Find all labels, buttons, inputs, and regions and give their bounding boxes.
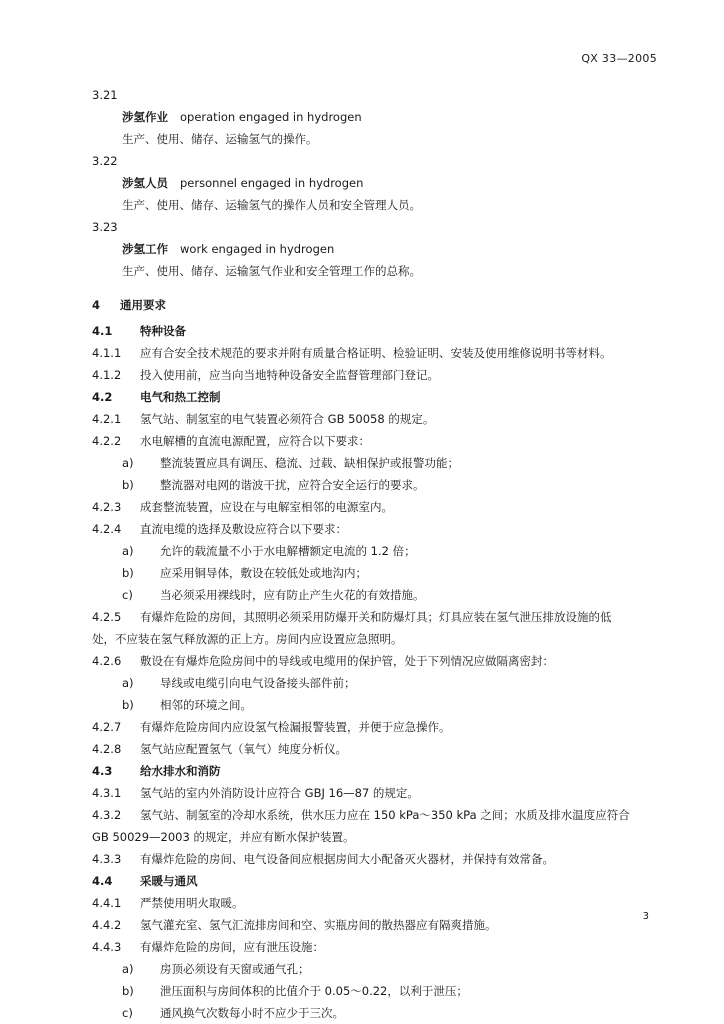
clause: 4.2.1 氢气站、制氢室的电气装置必须符合 GB 50058 的规定。 <box>92 412 435 426</box>
term-zh: 涉氢工作 <box>122 242 168 256</box>
list-item: b) 相邻的环境之间。 <box>122 698 252 712</box>
clause: 4.3.3 有爆炸危险的房间、电气设备间应根据房间大小配备灭火器材，并保持有效常备。 <box>92 852 554 866</box>
term-heading <box>92 172 662 194</box>
term-en: work engaged in hydrogen <box>180 242 335 256</box>
term-zh: 涉氢作业 <box>122 110 168 124</box>
clause: 4.4.2 氢气灌充室、氢气汇流排房间和空、实瓶房间的散热器应有隔爽措施。 <box>92 918 497 932</box>
section-heading: 4 通用要求 <box>92 298 166 312</box>
term-heading <box>92 106 662 128</box>
clause: 4.2.2 水电解槽的直流电源配置，应符合以下要求： <box>92 434 370 448</box>
list-item: a) 房顶必须设有天窗或通气孔； <box>122 962 310 976</box>
term-number: 3.22 <box>92 154 118 168</box>
page-number: 3 <box>642 911 649 922</box>
clause: 4.2.8 氢气站应配置氢气（氧气）纯度分析仪。 <box>92 742 347 756</box>
subsection-heading: 4.3 给水排水和消防 <box>92 764 221 778</box>
list-item: a) 整流装置应具有调压、稳流、过载、缺相保护或报警功能； <box>122 456 459 470</box>
clause: 4.2.3 成套整流装置，应设在与电解室相邻的电源室内。 <box>92 500 393 514</box>
term-en: operation engaged in hydrogen <box>180 110 362 124</box>
clause-continuation: GB 50029—2003 的规定，并应有断水保护装置。 <box>92 830 355 844</box>
standard-code-header: QX 33—2005 <box>581 52 657 65</box>
list-item: a) 允许的载流量不小于水电解槽额定电流的 1.2 倍； <box>122 544 416 558</box>
list-item: b) 应采用铜导体，敷设在较低处或地沟内； <box>122 566 367 580</box>
clause: 4.3.2 氢气站、制氢室的冷却水系统，供水压力应在 150 kPa～350 kPa 之间；水质及排水温度应符合 <box>92 808 630 822</box>
clause: 4.1.1 应有合安全技术规范的要求并附有质量合格证明、检验证明、安装及使用维修说明书等材料。 <box>92 346 612 360</box>
clause: 4.2.7 有爆炸危险房间内应设氢气检漏报警装置，并便于应急操作。 <box>92 720 451 734</box>
clause: 4.2.4 直流电缆的选择及敷设应符合以下要求： <box>92 522 347 536</box>
list-item: b) 泄压面积与房间体积的比值介于 0.05～0.22，以利于泄压； <box>122 984 468 998</box>
clause: 4.2.5 有爆炸危险的房间，其照明必须采用防爆开关和防爆灯具；灯具应装在氢气泄压排放设施的低 <box>92 610 612 624</box>
term-number: 3.23 <box>92 220 118 234</box>
term-zh: 涉氢人员 <box>122 176 168 190</box>
document-body <box>92 84 662 1024</box>
clause: 4.2.6 敷设在有爆炸危险房间中的导线或电缆用的保护管，处于下列情况应做隔离密封： <box>92 654 554 668</box>
clause: 4.4.3 有爆炸危险的房间，应有泄压设施： <box>92 940 324 954</box>
term-definition: 生产、使用、储存、运输氢气作业和安全管理工作的总称。 <box>122 264 421 278</box>
subsection-heading: 4.2 电气和热工控制 <box>92 390 221 404</box>
clause: 4.1.2 投入使用前，应当向当地特种设备安全监督管理部门登记。 <box>92 368 439 382</box>
clause: 4.3.1 氢气站的室内外消防设计应符合 GBJ 16—87 的规定。 <box>92 786 419 800</box>
list-item: a) 导线或电缆引向电气设备接头部件前； <box>122 676 356 690</box>
term-definition: 生产、使用、储存、运输氢气的操作人员和安全管理人员。 <box>122 198 421 212</box>
list-item: b) 整流器对电网的谐波干扰，应符合安全运行的要求。 <box>122 478 425 492</box>
term-heading <box>92 238 662 260</box>
term-definition: 生产、使用、储存、运输氢气的操作。 <box>122 132 318 146</box>
subsection-heading: 4.4 采暖与通风 <box>92 874 198 888</box>
term-en: personnel engaged in hydrogen <box>180 176 364 190</box>
subsection-heading: 4.1 特种设备 <box>92 324 186 338</box>
list-item: c) 当必须采用裸线时，应有防止产生火花的有效措施。 <box>122 588 425 602</box>
list-item: c) 通风换气次数每小时不应少于三次。 <box>122 1006 344 1020</box>
term-number: 3.21 <box>92 88 118 102</box>
clause: 4.4.1 严禁使用明火取暖。 <box>92 896 244 910</box>
clause-continuation: 处，不应装在氢气释放源的正上方。房间内应设置应急照明。 <box>92 632 403 646</box>
